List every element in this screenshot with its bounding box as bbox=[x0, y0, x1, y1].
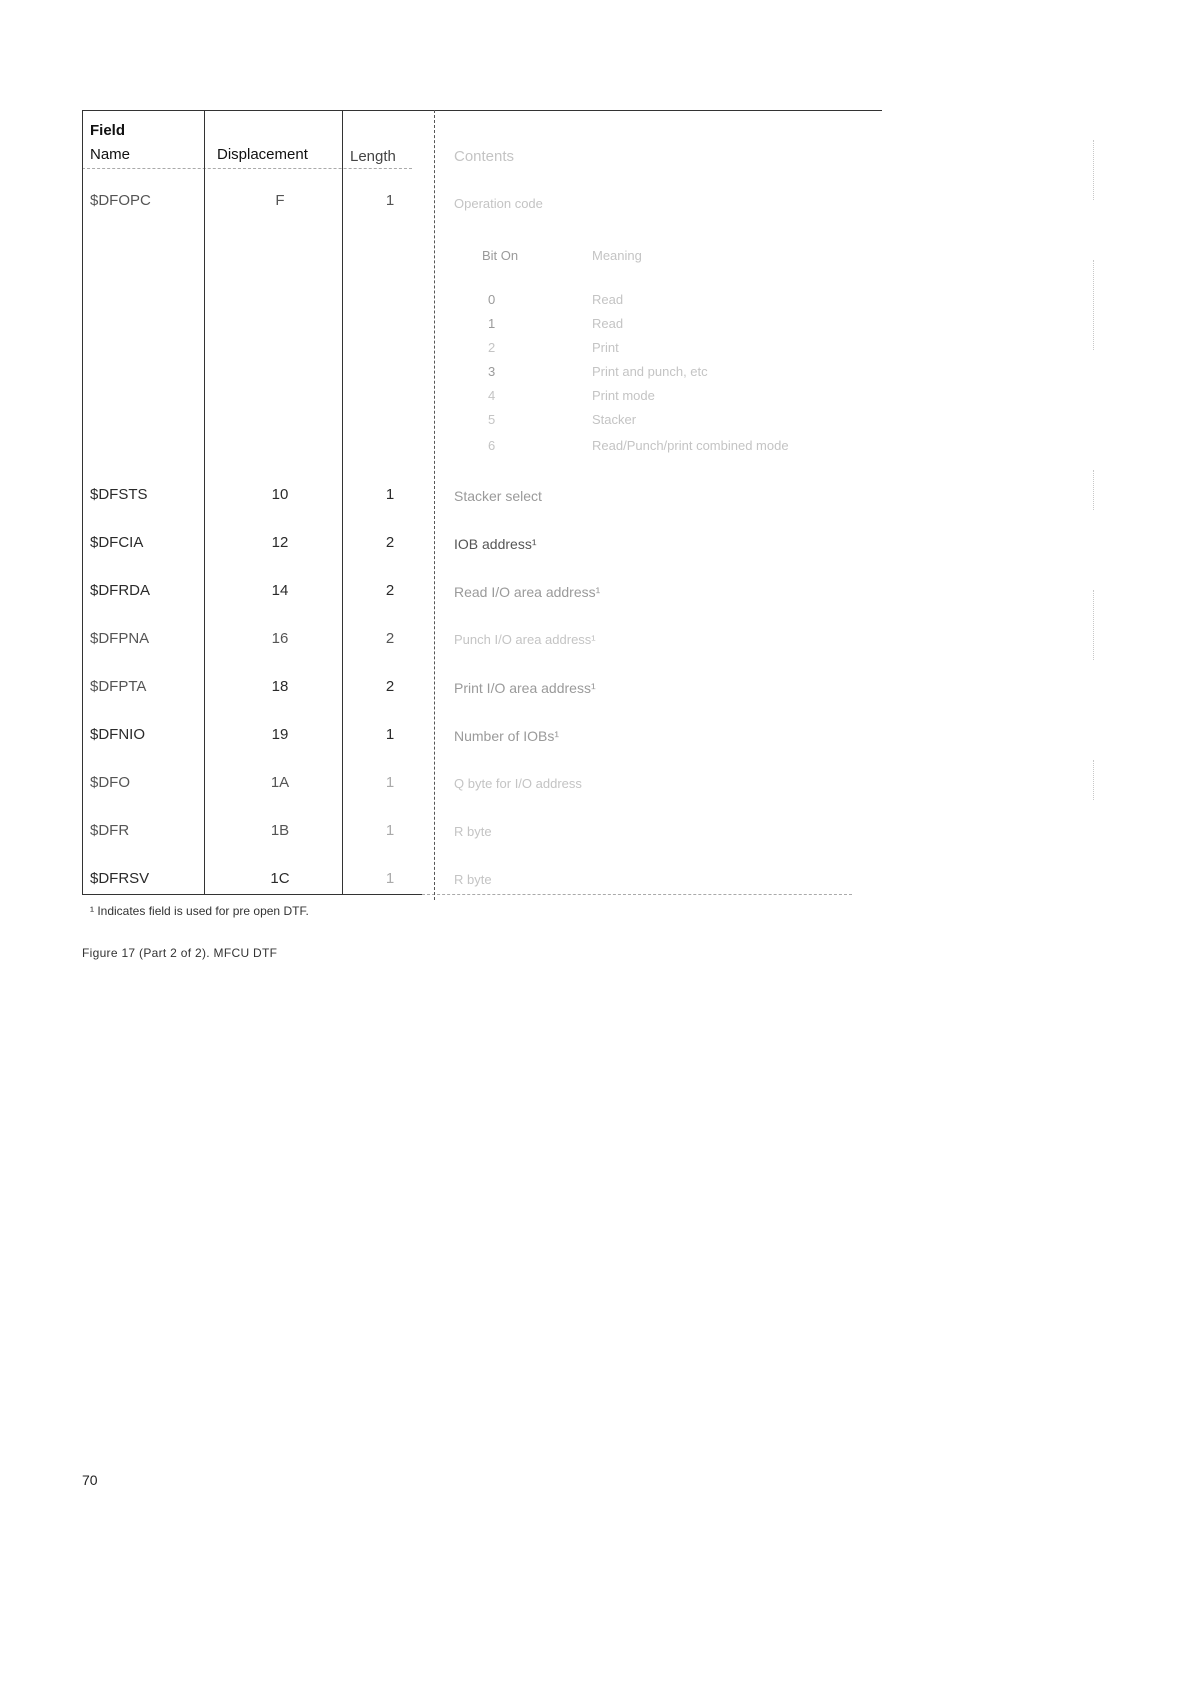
bit-number: 1 bbox=[488, 316, 496, 331]
row-displacement: 1A bbox=[270, 774, 290, 791]
bit-number: 6 bbox=[488, 438, 496, 453]
row-length: 1 bbox=[385, 192, 395, 209]
bit-number: 0 bbox=[488, 292, 496, 307]
scan-artifact bbox=[1093, 470, 1094, 510]
row-displacement: 10 bbox=[271, 486, 289, 503]
row-length: 2 bbox=[385, 582, 395, 599]
table-bottom-rule bbox=[82, 894, 422, 895]
row-field: $DFSTS bbox=[90, 486, 148, 503]
bit-header: Bit On bbox=[482, 248, 519, 263]
bit-meaning: Read bbox=[592, 292, 624, 307]
row-contents: IOB address¹ bbox=[454, 536, 537, 552]
page-number: 70 bbox=[82, 1472, 98, 1488]
row-displacement: 1C bbox=[270, 870, 290, 887]
scan-artifact bbox=[1093, 590, 1094, 660]
row-field: $DFRSV bbox=[90, 870, 150, 887]
row-field: $DFPNA bbox=[90, 630, 150, 647]
row-displacement: 16 bbox=[271, 630, 289, 647]
bit-number: 2 bbox=[488, 340, 496, 355]
column-rule-3 bbox=[434, 110, 435, 900]
scan-artifact bbox=[1093, 140, 1094, 200]
row-displacement: F bbox=[275, 192, 285, 209]
row-displacement: 18 bbox=[271, 678, 289, 695]
row-field: $DFPTA bbox=[90, 678, 147, 695]
meaning-header: Meaning bbox=[592, 248, 642, 263]
row-field: $DFR bbox=[90, 822, 130, 839]
row-field: $DFNIO bbox=[90, 726, 146, 743]
bit-meaning: Print mode bbox=[592, 388, 655, 403]
figure-caption: Figure 17 (Part 2 of 2). MFCU DTF bbox=[82, 946, 278, 960]
bit-meaning: Print and punch, etc bbox=[592, 364, 708, 379]
row-displacement: 19 bbox=[271, 726, 289, 743]
bit-number: 3 bbox=[488, 364, 496, 379]
row-displacement: 1B bbox=[270, 822, 290, 839]
table-left-rule bbox=[82, 110, 83, 894]
row-length: 1 bbox=[385, 870, 395, 887]
header-contents: Contents bbox=[454, 148, 515, 165]
row-field: $DFOPC bbox=[90, 192, 151, 209]
bit-meaning: Print bbox=[592, 340, 619, 355]
row-contents: R byte bbox=[454, 824, 492, 839]
row-length: 1 bbox=[385, 822, 395, 839]
row-field: $DFCIA bbox=[90, 534, 144, 551]
row-displacement: 14 bbox=[271, 582, 289, 599]
table-bottom-rule-faint bbox=[422, 894, 852, 895]
header-displacement: Displacement bbox=[217, 146, 308, 163]
bit-meaning: Read bbox=[592, 316, 624, 331]
row-contents: Read I/O area address¹ bbox=[454, 584, 601, 600]
table-footnote: ¹ Indicates field is used for pre open DTF. bbox=[90, 904, 309, 918]
row-length: 1 bbox=[385, 726, 395, 743]
bit-meaning: Stacker bbox=[592, 412, 637, 427]
row-field: $DFRDA bbox=[90, 582, 151, 599]
column-rule-1 bbox=[204, 110, 205, 894]
row-contents: Punch I/O area address¹ bbox=[454, 632, 596, 647]
row-contents: Stacker select bbox=[454, 488, 542, 504]
header-bottom-rule bbox=[82, 168, 412, 169]
row-displacement: 12 bbox=[271, 534, 289, 551]
row-contents: Print I/O area address¹ bbox=[454, 680, 596, 696]
table-top-rule bbox=[82, 110, 882, 111]
scan-artifact bbox=[1093, 760, 1094, 800]
header-length: Length bbox=[350, 148, 396, 165]
row-length: 1 bbox=[385, 486, 395, 503]
column-rule-2 bbox=[342, 110, 343, 894]
row-length: 2 bbox=[385, 678, 395, 695]
bit-number: 5 bbox=[488, 412, 496, 427]
row-contents: Number of IOBs¹ bbox=[454, 728, 560, 744]
dtf-field-table bbox=[82, 110, 882, 900]
header-name: Name bbox=[90, 146, 131, 163]
row-length: 2 bbox=[385, 630, 395, 647]
row-contents: R byte bbox=[454, 872, 492, 887]
bit-meaning: Read/Punch/print combined mode bbox=[592, 438, 789, 453]
row-length: 1 bbox=[385, 774, 395, 791]
header-field: Field bbox=[90, 122, 126, 139]
row-field: $DFO bbox=[90, 774, 131, 791]
row-contents: Operation code bbox=[454, 196, 543, 211]
bit-number: 4 bbox=[488, 388, 496, 403]
scan-artifact bbox=[1093, 260, 1094, 350]
row-contents: Q byte for I/O address bbox=[454, 776, 582, 791]
row-length: 2 bbox=[385, 534, 395, 551]
